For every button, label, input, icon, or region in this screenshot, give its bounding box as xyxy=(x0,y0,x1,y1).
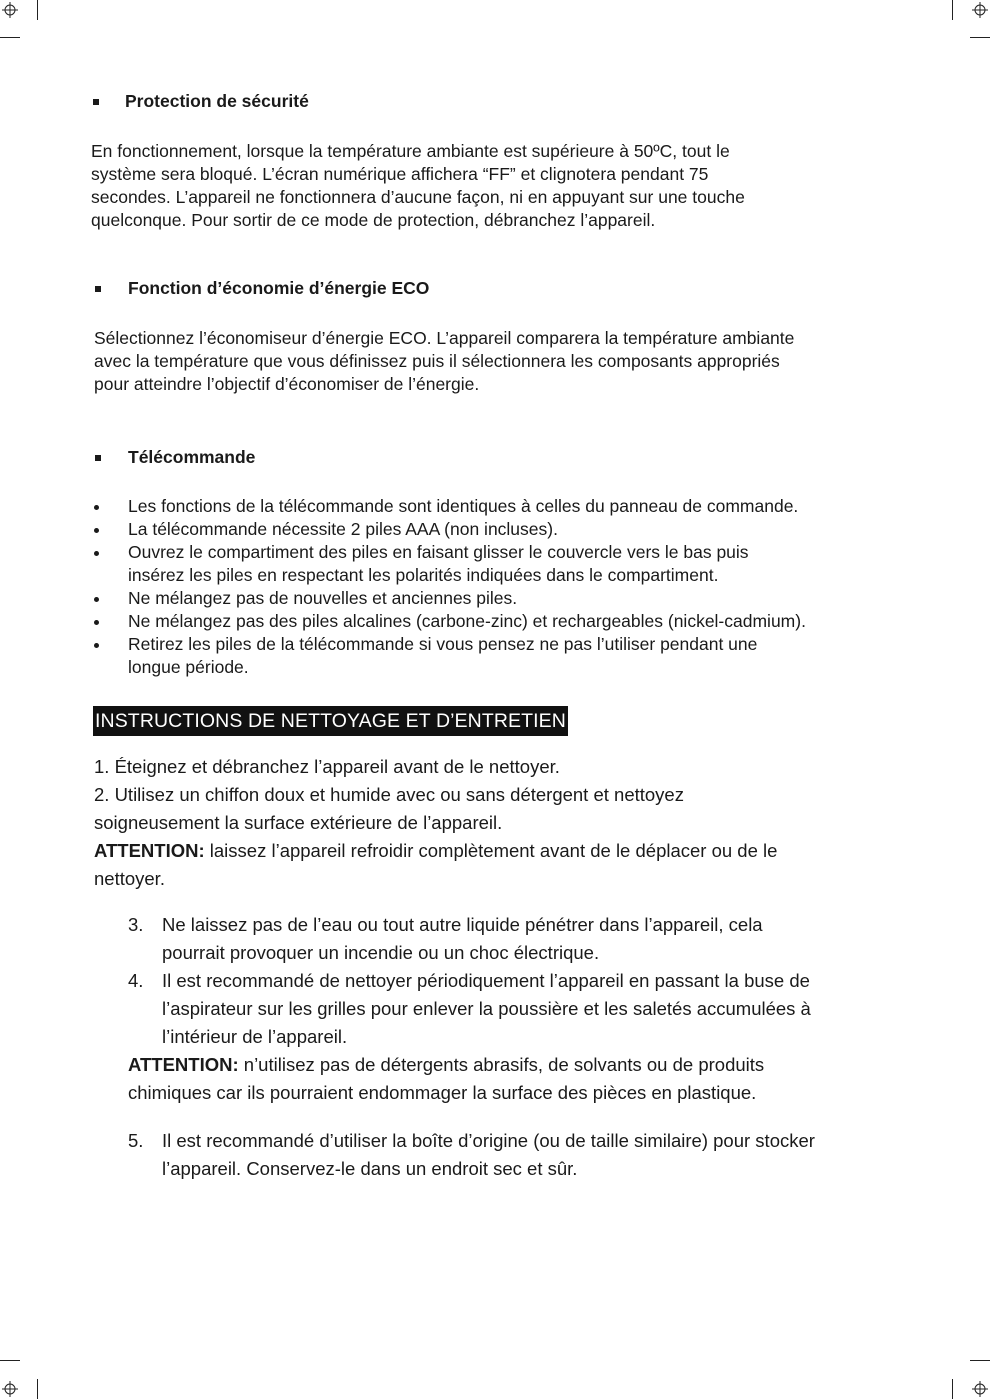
registration-mark-icon xyxy=(2,2,18,18)
paragraph-line: Sélectionnez l’économiseur d’énergie ECO. L’appareil comparera la température ambiante xyxy=(94,328,795,348)
paragraph-line: avec la température que vous définissez puis il sélectionnera les composants appropriés xyxy=(94,351,780,371)
list-item xyxy=(92,518,806,541)
list-item-text: Retirez les piles de la télécommande si vous pensez ne pas l’utiliser pendant une xyxy=(128,634,758,654)
list-item xyxy=(92,495,806,518)
list-item xyxy=(92,610,806,633)
section-heading: Protection de sécurité xyxy=(125,91,309,111)
paragraph-line: En fonctionnement, lorsque la température ambiante est supérieure à 50ºC, tout le xyxy=(91,141,730,161)
cleaning-numbered-list xyxy=(128,911,815,1183)
paragraph-line: quelconque. Pour sortir de ce mode de protection, débranchez l’appareil. xyxy=(91,210,656,230)
list-item xyxy=(92,541,806,587)
bullet-dot-icon xyxy=(94,505,99,510)
item-text: pourrait provoquer un incendie ou un choc électrique. xyxy=(162,942,600,963)
section-paragraph xyxy=(94,327,794,396)
attention-label: ATTENTION: xyxy=(94,840,205,861)
section-paragraph xyxy=(91,140,745,232)
paragraph-line: système sera bloqué. L’écran numérique affichera “FF” et clignotera pendant 75 xyxy=(91,164,709,184)
square-bullet-icon xyxy=(93,99,99,105)
list-item-text: Les fonctions de la télécommande sont identiques à celles du panneau de commande. xyxy=(128,496,799,516)
item-number: 4. xyxy=(128,970,144,991)
step-text: soigneusement la surface extérieure de l’appareil. xyxy=(94,812,503,833)
paragraph-line: pour atteindre l’objectif d’économiser de l’énergie. xyxy=(94,374,480,394)
attention-note xyxy=(94,837,777,865)
list-item xyxy=(92,587,806,610)
section-heading: Fonction d’économie d’énergie ECO xyxy=(128,278,430,298)
item-number: 5. xyxy=(128,1130,144,1151)
registration-mark-icon xyxy=(2,1381,18,1397)
paragraph-line: secondes. L’appareil ne fonctionnera d’aucune façon, ni en appuyant sur une touche xyxy=(91,187,745,207)
list-item-text: Ouvrez le compartiment des piles en faisant glisser le couvercle vers le bas puis xyxy=(128,542,749,562)
item-text: l’intérieur de l’appareil. xyxy=(162,1026,348,1047)
list-item-text: insérez les piles en respectant les polarités indiquées dans le compartiment. xyxy=(128,565,719,585)
section-heading: Télécommande xyxy=(128,447,256,467)
bullet-dot-icon xyxy=(94,620,99,625)
attention-text: nettoyer. xyxy=(94,868,165,889)
attention-text: laissez l’appareil refroidir complètement avant de le déplacer ou de le xyxy=(204,840,778,861)
registration-mark-icon xyxy=(972,1381,988,1397)
item-text: Il est recommandé d’utiliser la boîte d’origine (ou de taille similaire) pour stocker xyxy=(162,1130,815,1151)
attention-label: ATTENTION: xyxy=(128,1054,239,1075)
bullet-dot-icon xyxy=(94,643,99,648)
numbered-item xyxy=(128,1127,815,1183)
list-item-text: Ne mélangez pas des piles alcalines (carbone-zinc) et rechargeables (nickel-cadmium). xyxy=(128,611,806,631)
attention-text: chimiques car ils pourraient endommager la surface des pièces en plastique. xyxy=(128,1082,757,1103)
attention-note xyxy=(128,1051,815,1079)
bullet-dot-icon xyxy=(94,528,99,533)
list-item-text: La télécommande nécessite 2 piles AAA (non incluses). xyxy=(128,519,558,539)
registration-mark-icon xyxy=(972,2,988,18)
item-text: Il est recommandé de nettoyer périodiquement l’appareil en passant la buse de xyxy=(162,970,810,991)
step-text: 2. Utilisez un chiffon doux et humide avec ou sans détergent et nettoyez xyxy=(94,784,684,805)
list-item xyxy=(92,633,806,679)
cleaning-steps-intro xyxy=(94,753,777,893)
bullet-list xyxy=(92,495,806,679)
item-text: l’appareil. Conservez-le dans un endroit sec et sûr. xyxy=(162,1158,578,1179)
item-number: 3. xyxy=(128,914,144,935)
cleaning-section-title: INSTRUCTIONS DE NETTOYAGE ET D’ENTRETIEN xyxy=(93,706,568,736)
list-item-text: Ne mélangez pas de nouvelles et anciennes piles. xyxy=(128,588,518,608)
item-text: l’aspirateur sur les grilles pour enlever la poussière et les saletés accumulées à xyxy=(162,998,811,1019)
item-text: Ne laissez pas de l’eau ou tout autre liquide pénétrer dans l’appareil, cela xyxy=(162,914,763,935)
square-bullet-icon xyxy=(95,455,101,461)
step-text: 1. Éteignez et débranchez l’appareil avant de le nettoyer. xyxy=(94,756,560,777)
numbered-item xyxy=(128,911,815,967)
square-bullet-icon xyxy=(95,286,101,292)
bullet-dot-icon xyxy=(94,551,99,556)
bullet-dot-icon xyxy=(94,597,99,602)
list-item-text: longue période. xyxy=(128,657,249,677)
numbered-item xyxy=(128,967,815,1051)
attention-text: n’utilisez pas de détergents abrasifs, de solvants ou de produits xyxy=(238,1054,765,1075)
